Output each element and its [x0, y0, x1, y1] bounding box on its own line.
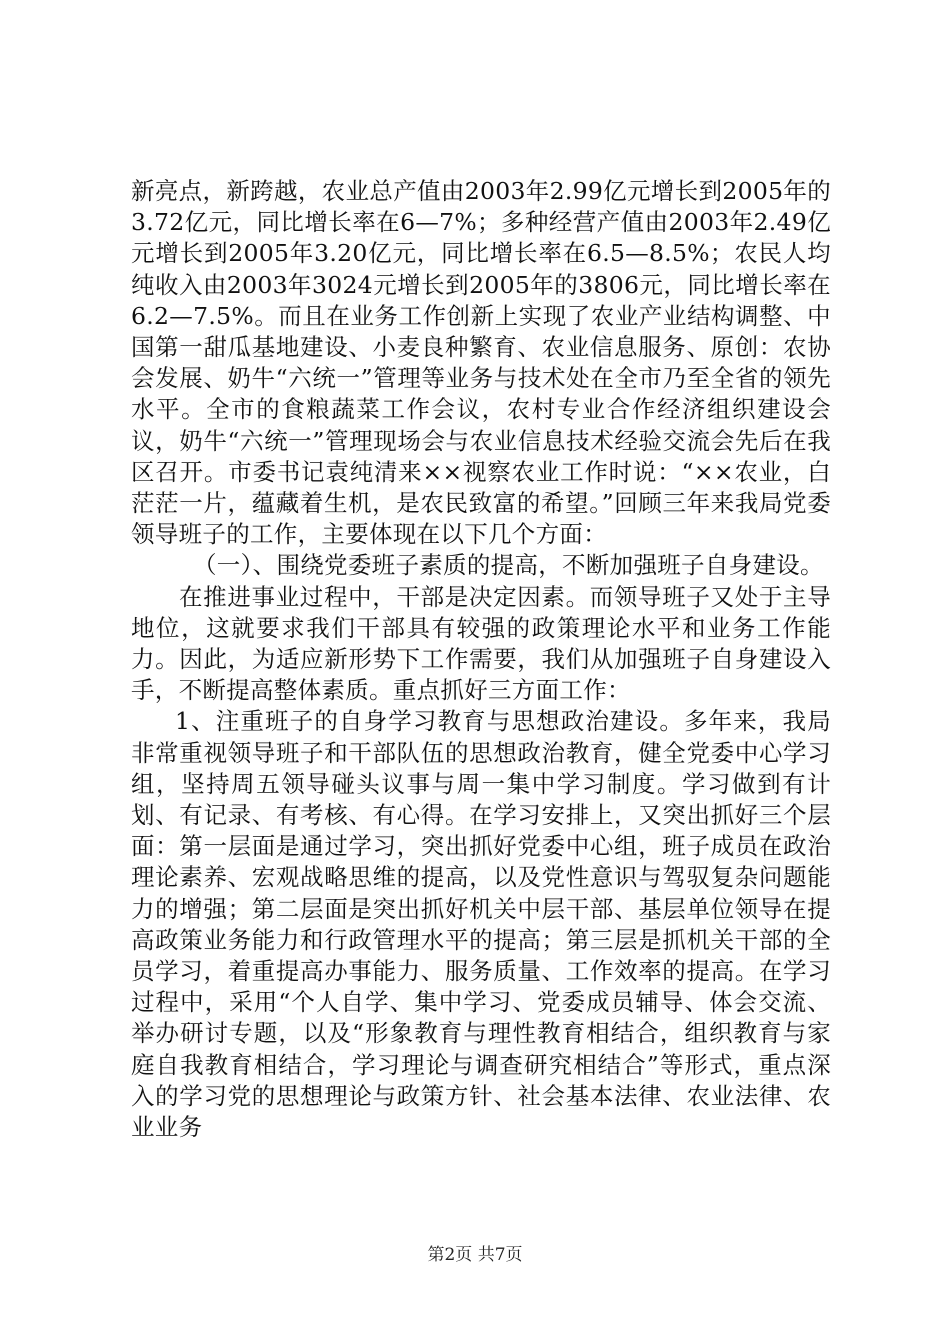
paragraph-cadres: 在推进事业过程中，干部是决定因素。而领导班子又处于主导地位，这就要求我们干部具有较强的政策理论水平和业务工作能力。因此，为适应新形势下工作需要，我们从加强班子自身建设入手，不断提高整体素质。重点抓好三方面工作：: [131, 582, 831, 705]
section-heading-1: （一）、围绕党委班子素质的提高，不断加强班子自身建设。: [193, 551, 824, 580]
document-body: [131, 176, 831, 1143]
paragraph-achievements: 新亮点，新跨越，农业总产值由2003年2.99亿元增长到2005年的3.72亿元，同比增长率在6—7%；多种经营产值由2003年2.49亿元增长到2005年3.20亿元，同比增长率在6.5—8.5%；农民人均纯收入由2003年3024元增长到2005年的3806元，同比增长率在6.2—7.5%。而且在业务工作创新上实现了农业产业结构调整、中国第一甜瓜基地建设、小麦良种繁育、农业信息服务、原创：农协会发展、奶牛“六统一”管理等业务与技术处在全市乃至全省的领先水平。全市的食粮蔬菜工作会议，农村专业合作经济组织建设会议，奶牛“六统一”管理现场会与农业信息技术经验交流会先后在我区召开。市委书记袁纯清来××视察农业工作时说：“××农业，白茫茫一片，蕴藏着生机，是农民致富的希望。”回顾三年来我局党委领导班子的工作，主要体现在以下几个方面：: [131, 177, 831, 549]
page-footer: 第2页 共7页: [427, 1245, 523, 1265]
paragraph-study-education: 1、注重班子的自身学习教育与思想政治建设。多年来，我局非常重视领导班子和干部队伍的思想政治教育，健全党委中心学习组，坚持周五领导碰头议事与周一集中学习制度。学习做到有计划、有记录、有考核、有心得。在学习安排上，又突出抓好三个层面：第一层面是通过学习，突出抓好党委中心组，班子成员在政治理论素养、宏观战略思维的提高，以及党性意识与驾驭复杂问题能力的增强；第二层面是突出抓好机关中层干部、基层单位领导在提高政策业务能力和行政管理水平的提高；第三层是抓机关干部的全员学习，着重提高办事能力、服务质量、工作效率的提高。在学习过程中，采用“个人自学、集中学习、党委成员辅导、体会交流、举办研讨专题，以及“形象教育与理性教育相结合，组织教育与家庭自我教育相结合，学习理论与调查研究相结合”等形式，重点深入的学习党的思想理论与政策方针、社会基本法律、农业法律、农业业务: [131, 707, 831, 1142]
